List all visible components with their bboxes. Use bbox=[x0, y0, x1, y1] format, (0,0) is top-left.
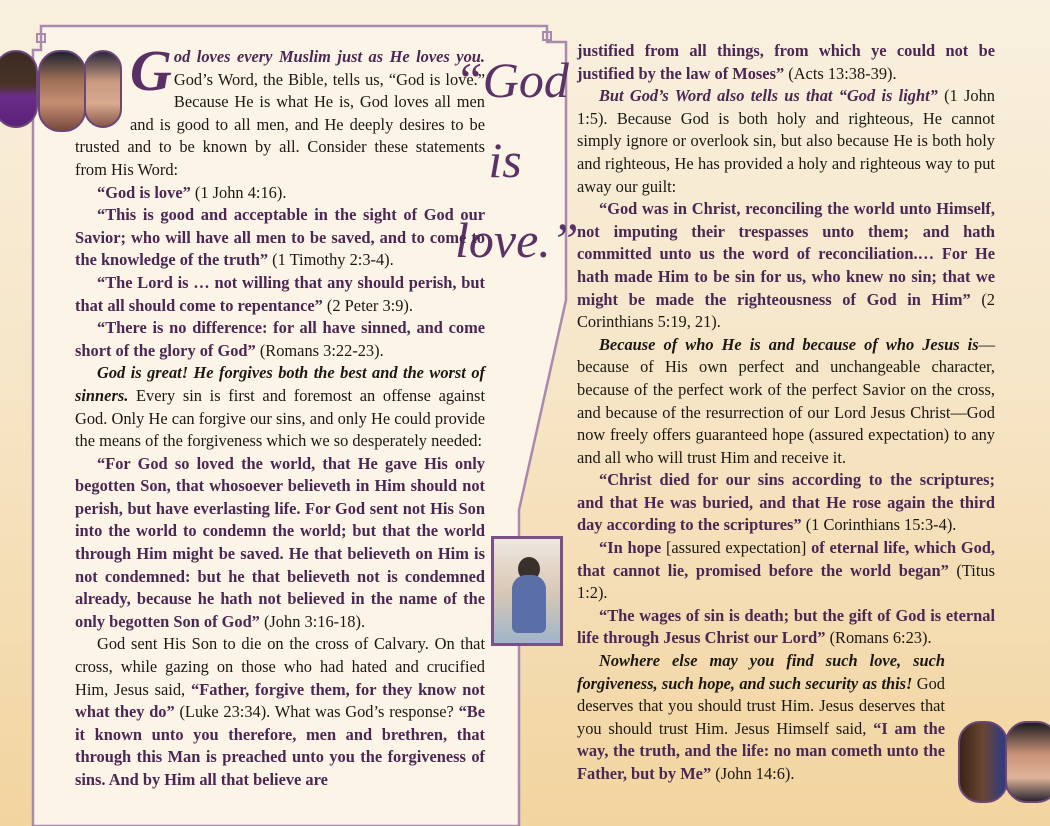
pull-quote-line: is bbox=[488, 132, 522, 188]
body-text: (Romans 3:22-23). bbox=[255, 340, 384, 360]
pull-quote-line: “God bbox=[455, 52, 569, 108]
paragraph bbox=[577, 537, 995, 605]
paragraph bbox=[75, 362, 485, 452]
scripture-quote: justified from all things, from which ye could not be justified by the law of Moses” bbox=[577, 41, 995, 83]
pull-quote-line: love.” bbox=[455, 212, 579, 268]
paragraph bbox=[577, 469, 995, 537]
scripture-quote: of eternal life, which God, that cannot lie, promised before the world began” bbox=[577, 538, 995, 580]
paragraph bbox=[75, 453, 485, 634]
paragraph bbox=[75, 182, 485, 205]
portrait-photo bbox=[958, 721, 1008, 803]
body-text: (John 3:16-18). bbox=[259, 611, 366, 631]
scripture-quote: “For God so loved the world, that He gave His only begotten Son, that whosoever believeth in Him should not perish, but have everlasting life. For God sent not His Son into the world to condemn the world; but that the world through Him might be saved. He that believeth on Him is not condemned: but he that believeth not is condemned already, because he hath not believed in the name of the only begotten Son of God” bbox=[75, 453, 485, 631]
emphasis-text: But God’s Word also tells us that “God is light” bbox=[599, 86, 938, 106]
paragraph bbox=[577, 605, 995, 650]
body-text: (John 14:6). bbox=[711, 764, 795, 783]
body-text: (Romans 6:23). bbox=[825, 628, 932, 648]
paragraph bbox=[577, 85, 995, 198]
scripture-quote: “Father, forgive them, for they know not what they do” bbox=[75, 679, 486, 722]
body-text: (Titus 1:2). bbox=[577, 560, 995, 603]
emphasis-text: God is great! He forgives both the best and the worst of sinners. bbox=[75, 363, 485, 405]
drop-cap: G bbox=[130, 38, 172, 103]
scripture-quote: “Christ died for our sins according to the scriptures; and that He was buried, and that He rose again the third day according to the scriptures” bbox=[577, 470, 995, 535]
body-text: —because of His own perfect and unchangeable character, because of the perfect work of the perfect Savior on the cross, and because of the resurrection of our Lord Jesus Christ—God now freely offers guaranteed hope (assured expectation) to any and all who will trust Him and receive it. bbox=[577, 334, 995, 467]
scripture-quote: “I am the way, the truth, and the life: no man cometh unto the Father, but by Me” bbox=[577, 718, 945, 783]
body-text: [assured expectation] bbox=[661, 538, 812, 558]
portrait-photo bbox=[0, 50, 38, 128]
body-text: (1 John 4:16). bbox=[190, 182, 287, 202]
body-text: (Acts 13:38-39). bbox=[784, 63, 897, 83]
emphasis-text: Because of who He is and because of who Jesus is bbox=[599, 334, 979, 354]
body-text: (1 Corinthians 15:3-4). bbox=[801, 515, 957, 535]
scripture-quote: “This is good and acceptable in the sight of God our Savior; who will have all men to be saved, and to come to the knowledge of the truth” bbox=[75, 205, 485, 270]
paragraph bbox=[75, 633, 485, 791]
paragraph bbox=[577, 198, 995, 334]
scripture-quote: “The wages of sin is death; but the gift of God is eternal life through Jesus Christ our Lord” bbox=[577, 605, 995, 648]
paragraph bbox=[75, 317, 485, 362]
body-text: God deserves that you should trust Him. Jesus deserves that you should trust Him. Jesus Himself said, bbox=[577, 673, 945, 738]
scripture-quote: “God is love” bbox=[97, 182, 191, 202]
body-text: Every sin is first and foremost an offense against God. Only He can forgive our sins, and only He could provide the means of the forgiveness which we so desperately needed: bbox=[75, 385, 485, 451]
praying-boy-photo bbox=[491, 536, 563, 646]
scripture-quote: “Be it known unto you therefore, men and brethren, that through this Man is preached unto you the forgiveness of sins. And by Him all that believe are bbox=[75, 702, 485, 789]
body-text: (2 Peter 3:9). bbox=[322, 295, 413, 315]
paragraph bbox=[75, 272, 485, 317]
body-text: (1 John 1:5). Because God is both holy and righteous, He cannot simply ignore or overlook sin, but also because He is both holy and righteous, He has provided a holy and righteous way to put away our guilt: bbox=[577, 86, 995, 196]
scripture-quote: “There is no difference: for all have sinned, and come short of the glory of God” bbox=[75, 318, 485, 360]
body-text: (2 Corinthians 5:19, 21). bbox=[577, 289, 995, 332]
scripture-quote: “In hope bbox=[599, 538, 662, 558]
body-text: God sent His Son to die on the cross of Calvary. On that cross, while gazing on those who had hated and crucified Him, Jesus said, bbox=[75, 634, 485, 699]
emphasis-text: Nowhere else may you find such love, such forgiveness, such hope, and such security as this! bbox=[577, 651, 945, 693]
scripture-quote: “God was in Christ, reconciling the world unto Himself, not imputing their trespasses unto them; and hath committed unto us the word of reconciliation.… For He hath made Him to be sin for us, who knew no sin; that we might be made the righteousness of God in Him” bbox=[577, 199, 995, 309]
emphasis-text: od loves every Muslim just as He loves you. bbox=[173, 47, 485, 66]
portrait-photo bbox=[1005, 721, 1050, 803]
scripture-quote: “The Lord is … not willing that any should perish, but that all should come to repentance” bbox=[75, 272, 485, 315]
paragraph bbox=[577, 650, 995, 786]
body-text: (1 Timothy 2:3-4). bbox=[268, 250, 394, 270]
body-text: (Luke 23:34). What was God’s response? bbox=[174, 702, 459, 722]
right-text-column bbox=[577, 40, 995, 806]
paragraph bbox=[577, 334, 995, 470]
left-text-column bbox=[75, 38, 486, 792]
paragraph bbox=[75, 204, 485, 272]
body-text: God’s Word, the Bible, tells us, “God is love.” Because He is what He is, God loves all men and is good to all men, and He deeply desires to be trusted and to be known by all. Consider these statements from His Word: bbox=[75, 69, 485, 179]
paragraph bbox=[577, 40, 995, 85]
